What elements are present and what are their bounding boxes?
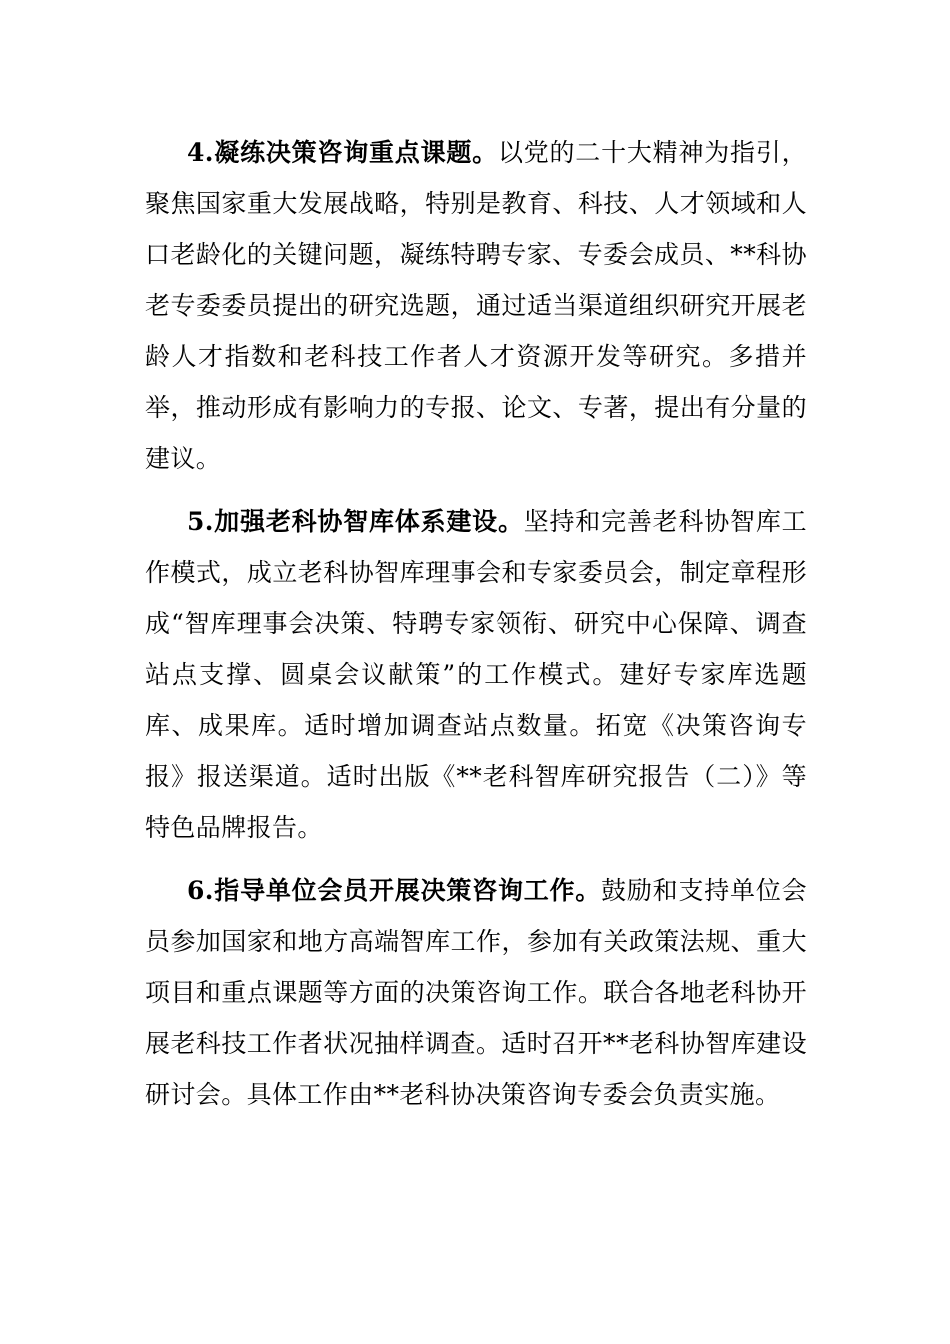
paragraph-item-5 xyxy=(145,496,807,853)
paragraph-item-4 xyxy=(145,127,807,484)
paragraph-text: 鼓励和支持单位会员参加国家和地方高端智库工作，参加有关政策法规、重大项目和重点课题等方面的决策咨询工作。联合各地老科协开展老科技工作者状况抽样调查。适时召开**老科协智库建设研讨会。具体工作由**老科协决策咨询专委会负责实施。 xyxy=(145,876,808,1109)
paragraph-heading: 6.指导单位会员开展决策咨询工作。 xyxy=(187,876,602,905)
paragraph-text: 以党的二十大精神为指引，聚焦国家重大发展战略，特别是教育、科技、人才领域和人口老龄化的关键问题，凝练特聘专家、专委会成员、**科协老专委委员提出的研究选题，通过适当渠道组织研究开展老龄人才指数和老科技工作者人才资源开发等研究。多措并举，推动形成有影响力的专报、论文、专著，提出有分量的建议。 xyxy=(145,138,807,473)
document-body xyxy=(145,127,807,1120)
paragraph-item-6 xyxy=(145,865,807,1120)
paragraph-heading: 4.凝练决策咨询重点课题。 xyxy=(187,138,498,167)
paragraph-heading: 5.加强老科协智库体系建设。 xyxy=(187,507,524,536)
paragraph-text: 坚持和完善老科协智库工作模式，成立老科协智库理事会和专家委员会，制定章程形成“智库理事会决策、特聘专家领衔、研究中心保障、调查站点支撑、圆桌会议献策”的工作模式。建好专家库选题库、成果库。适时增加调查站点数量。拓宽《决策咨询专报》报送渠道。适时出版《**老科智库研究报告（二）》等特色品牌报告。 xyxy=(145,507,808,842)
